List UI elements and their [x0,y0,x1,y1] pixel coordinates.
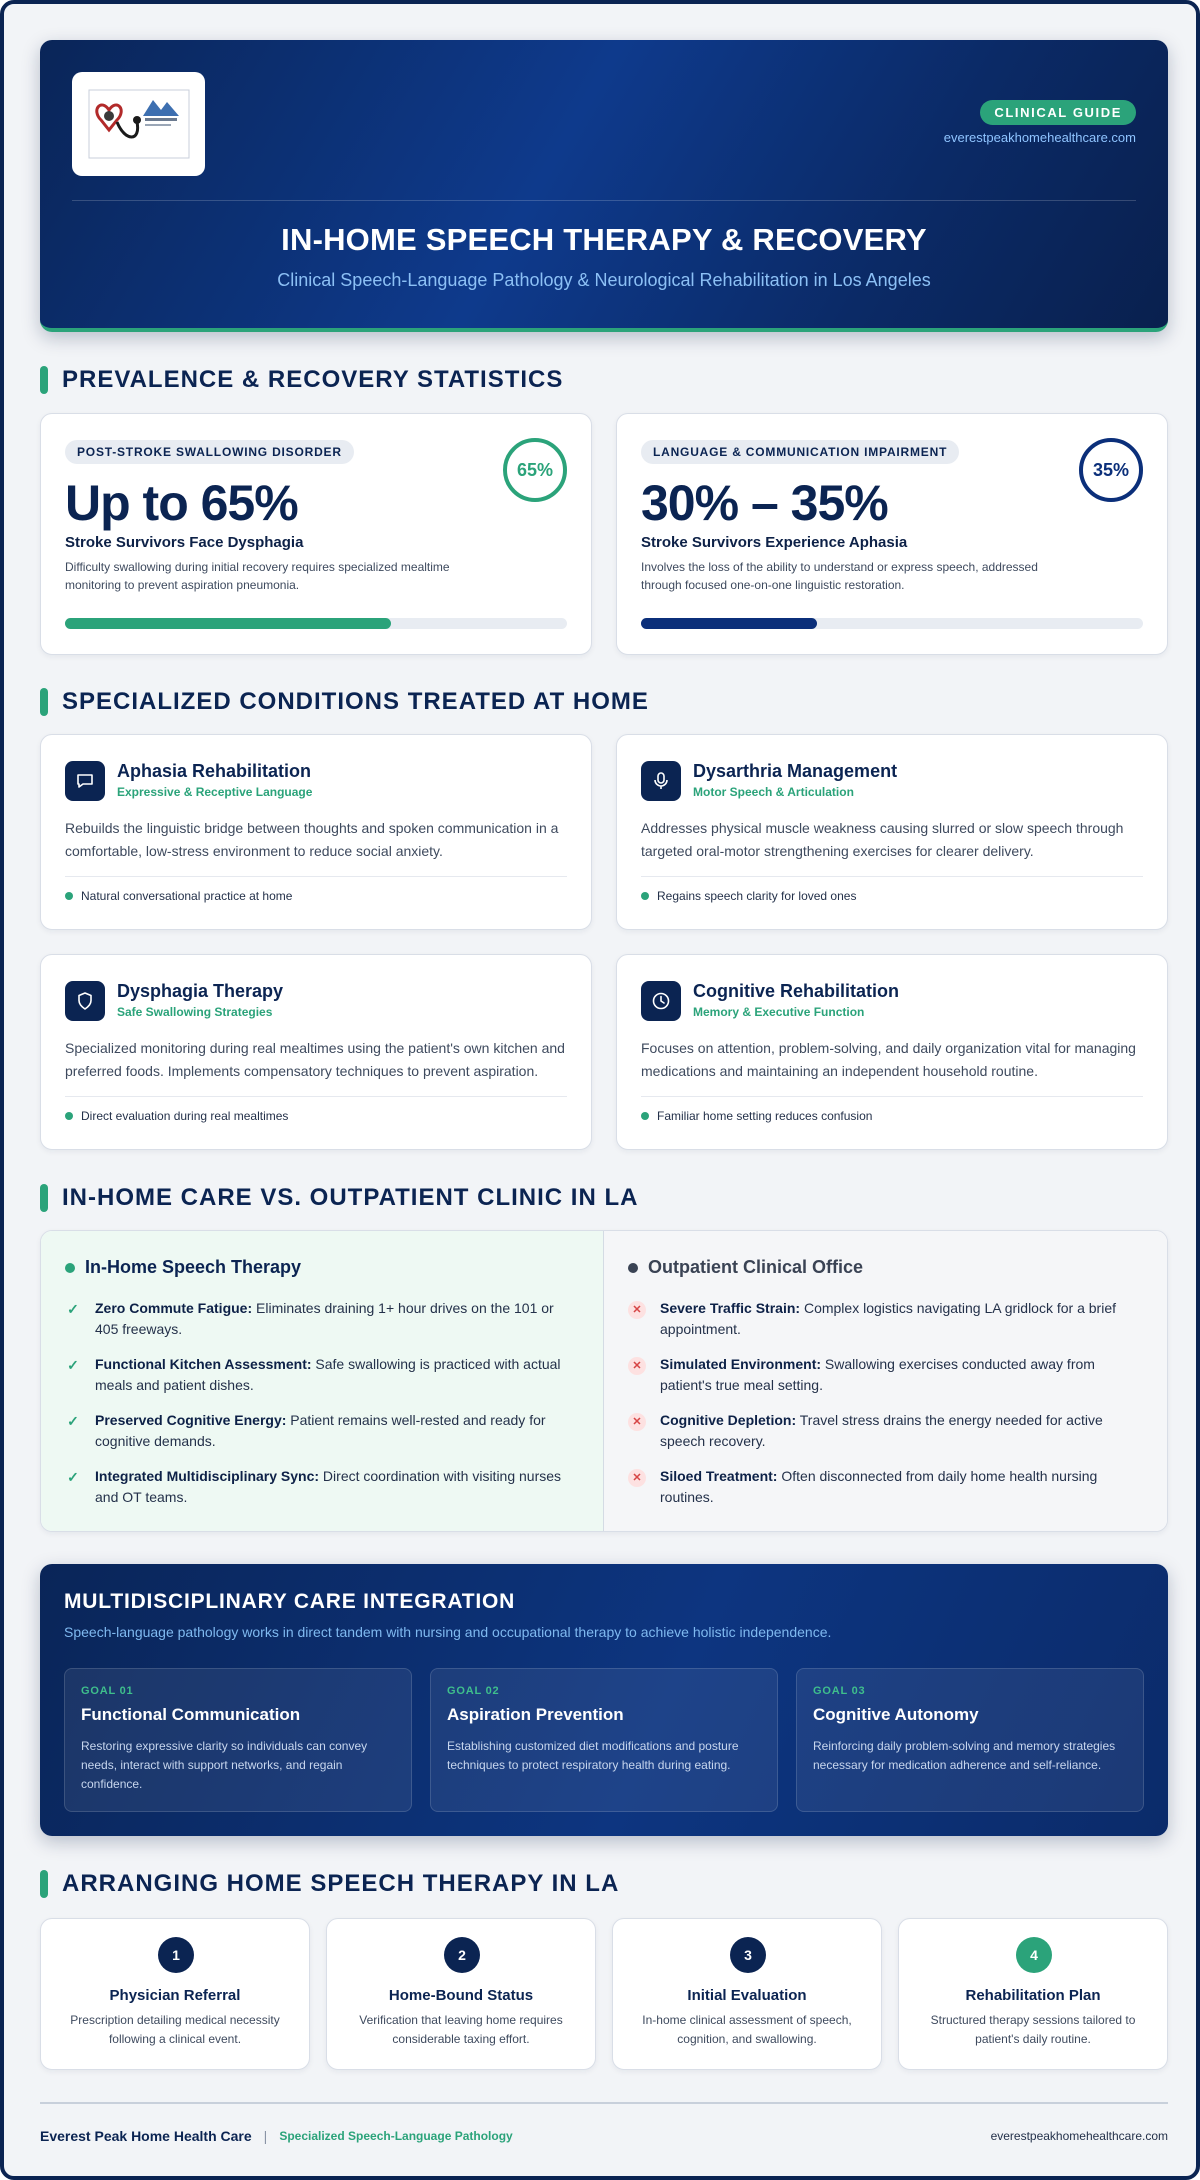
stat-title: Stroke Survivors Face Dysphagia [65,534,304,551]
step-card [612,1918,882,2070]
list-item [628,1466,1143,1508]
page-content [40,40,1168,2144]
list-item [65,1298,579,1340]
list-item [65,1410,579,1452]
column-title: In-Home Speech Therapy [85,1257,302,1277]
card-divider [65,1096,567,1097]
condition-description: Rebuilds the linguistic bridge between thoughts and spoken communication in a comfortable, low-stress environment to reduce social anxiety. [65,820,559,859]
item-text: Patient remains well-rested and ready for cognitive demands. [95,1412,546,1449]
goal-number: GOAL 03 [813,1685,866,1697]
condition-card-aphasia [40,734,592,930]
item-text: Safe swallowing is practiced with actual meals and patient dishes. [95,1356,561,1393]
goal-title: Aspiration Prevention [447,1705,624,1724]
item-label: Integrated Multidisciplinary Sync: [95,1468,320,1484]
footer [40,2128,1168,2144]
item-label: Functional Kitchen Assessment: [95,1356,312,1372]
section-heading-comparison [40,1184,638,1212]
condition-note-text: Familiar home setting reduces confusion [657,1109,873,1123]
goal-title: Cognitive Autonomy [813,1705,979,1724]
header-divider [72,200,1136,201]
section-heading-conditions [40,688,649,716]
step-description: Verification that leaving home requires considerable taxing effort. [359,2013,563,2046]
list-item [628,1298,1143,1340]
x-mark-icon: ✕ [628,1357,646,1375]
step-number: 1 [158,1937,194,1973]
stat-category-pill: LANGUAGE & COMMUNICATION IMPAIRMENT [641,440,959,464]
step-description: In-home clinical assessment of speech, cognition, and swallowing. [642,2013,852,2046]
condition-subtitle: Safe Swallowing Strategies [117,1005,273,1019]
goal-title: Functional Communication [81,1705,301,1724]
page-subtitle: Clinical Speech-Language Pathology & Neurological Rehabilitation in Los Angeles [277,270,931,290]
list-item [628,1410,1143,1452]
integration-banner [40,1564,1168,1836]
section-heading-statistics [40,366,563,394]
step-description: Prescription detailing medical necessity following a clinical event. [70,2013,280,2046]
section-title: ARRANGING HOME SPEECH THERAPY IN LA [62,1870,620,1897]
item-label: Simulated Environment: [660,1356,822,1372]
condition-title: Cognitive Rehabilitation [693,981,900,1001]
section-heading-steps [40,1870,619,1898]
item-label: Severe Traffic Strain: [660,1300,801,1316]
heading-accent-bar [40,1870,48,1898]
checkmark-icon: ✓ [67,1412,79,1429]
footer-website-link[interactable]: everestpeakhomehealthcare.com [990,2129,1168,2143]
step-card [326,1918,596,2070]
page-title: IN-HOME SPEECH THERAPY & RECOVERY [281,222,927,257]
progress-fill [641,618,817,629]
x-mark-icon: ✕ [628,1413,646,1431]
condition-subtitle: Expressive & Receptive Language [117,785,313,799]
stat-figure: 30% – 35% [641,475,888,531]
item-text: Often disconnected from daily home health nursing routines. [660,1468,1098,1505]
stat-category-pill: POST-STROKE SWALLOWING DISORDER [65,440,354,464]
condition-note [65,1109,288,1123]
condition-subtitle: Memory & Executive Function [693,1005,865,1019]
card-divider [641,1096,1143,1097]
status-dot-icon [628,1263,638,1273]
chat-bubble-icon [65,761,105,801]
step-title: Rehabilitation Plan [965,1987,1101,2004]
goal-description: Reinforcing daily problem-solving and memory strategies necessary for medication adherence and self-reliance. [813,1739,1116,1772]
checkmark-icon: ✓ [67,1468,79,1485]
item-text: Complex logistics navigating LA gridlock for a brief appointment. [660,1300,1116,1337]
condition-note-text: Natural conversational practice at home [81,889,293,903]
step-card [898,1918,1168,2070]
item-label: Zero Commute Fatigue: [95,1300,253,1316]
section-title: IN-HOME CARE VS. OUTPATIENT CLINIC IN LA [62,1184,639,1211]
condition-note [65,889,292,903]
column-heading [65,1257,579,1278]
progress-fill [65,618,391,629]
stat-description: Involves the loss of the ability to understand or express speech, addressed through focused one-on-one linguistic restoration. [641,560,1038,592]
item-text: Eliminates draining 1+ hour drives on the 101 or 405 freeways. [95,1300,554,1337]
logo-mark-icon [87,88,191,160]
section-title: PREVALENCE & RECOVERY STATISTICS [62,366,564,393]
column-title: Outpatient Clinical Office [648,1257,864,1277]
clinical-guide-badge: CLINICAL GUIDE [980,100,1136,125]
condition-title: Dysphagia Therapy [117,981,284,1001]
card-divider [65,876,567,877]
goal-description: Restoring expressive clarity so individuals can convey needs, interact with support networks, and regain confidence. [81,1739,368,1791]
stat-card-dysphagia [40,413,592,655]
stat-figure: Up to 65% [65,475,298,531]
stat-card-aphasia [616,413,1168,655]
condition-title: Dysarthria Management [693,761,898,781]
step-number: 2 [444,1937,480,1973]
condition-card-dysphagia [40,954,592,1150]
x-mark-icon: ✕ [628,1469,646,1487]
footer-divider [40,2102,1168,2104]
condition-description: Focuses on attention, problem-solving, and daily organization vital for managing medications and maintaining an independent household routine. [641,1040,1136,1079]
list-item [65,1354,579,1396]
goal-description: Establishing customized diet modifications and posture techniques to protect respiratory health during eating. [447,1739,739,1772]
checkmark-icon: ✓ [67,1356,79,1373]
heading-accent-bar [40,688,48,716]
step-title: Physician Referral [109,1987,241,2004]
status-dot-icon [65,1263,75,1273]
list-item [628,1354,1143,1396]
stat-description: Difficulty swallowing during initial recovery requires specialized mealtime monitoring to prevent aspiration pneumonia. [65,560,450,592]
step-description: Structured therapy sessions tailored to patient's daily routine. [930,2013,1136,2046]
progress-track [641,618,1143,629]
comparison-table [40,1230,1168,1532]
item-label: Siloed Treatment: [660,1468,778,1484]
condition-note [641,1109,872,1123]
bullet-dot-icon [641,892,649,900]
heading-accent-bar [40,366,48,394]
item-label: Cognitive Depletion: [660,1412,797,1428]
section-title: SPECIALIZED CONDITIONS TREATED AT HOME [62,688,649,715]
outpatient-column [604,1231,1167,1531]
item-text: Travel stress drains the energy needed for active speech recovery. [660,1412,1103,1449]
item-label: Preserved Cognitive Energy: [95,1412,287,1428]
hero-header [40,40,1168,332]
condition-description: Specialized monitoring during real mealtimes using the patient's own kitchen and preferred foods. Implements compensatory techniques to prevent aspiration. [65,1040,565,1079]
clock-icon [641,981,681,1021]
heading-accent-bar [40,1184,48,1212]
integration-title: MULTIDISCIPLINARY CARE INTEGRATION [64,1590,516,1613]
item-text: Swallowing exercises conducted away from patient's true meal setting. [660,1356,1095,1393]
bullet-dot-icon [641,1112,649,1120]
footer-separator: | [263,2128,268,2144]
x-mark-icon: ✕ [628,1301,646,1319]
list-item [65,1466,579,1508]
company-logo[interactable] [72,72,205,176]
condition-title: Aphasia Rehabilitation [117,761,312,781]
step-card [40,1918,310,2070]
shield-icon [65,981,105,1021]
percentage-ring: 35% [1079,438,1143,502]
bullet-dot-icon [65,1112,73,1120]
checkmark-icon: ✓ [67,1300,79,1317]
footer-tagline: Specialized Speech-Language Pathology [279,2129,513,2143]
condition-note-text: Regains speech clarity for loved ones [657,889,857,903]
condition-description: Addresses physical muscle weakness causing slurred or slow speech through targeted oral-motor strengthening exercises for clearer delivery. [641,820,1124,859]
condition-card-dysarthria [616,734,1168,930]
card-divider [641,876,1143,877]
header-website-link[interactable]: everestpeakhomehealthcare.com [943,130,1136,145]
goal-number: GOAL 02 [447,1685,500,1697]
stat-title: Stroke Survivors Experience Aphasia [641,534,908,551]
step-number: 4 [1016,1937,1052,1973]
footer-brand: Everest Peak Home Health Care [40,2128,252,2144]
goal-card [796,1668,1144,1812]
integration-subtitle: Speech-language pathology works in direct tandem with nursing and occupational therapy to achieve holistic independence. [64,1624,832,1640]
condition-subtitle: Motor Speech & Articulation [693,785,854,799]
step-number: 3 [730,1937,766,1973]
column-heading [628,1257,1143,1278]
bullet-dot-icon [65,892,73,900]
step-title: Initial Evaluation [687,1987,807,2004]
item-text: Direct coordination with visiting nurses and OT teams. [95,1468,562,1505]
goal-card [64,1668,412,1812]
goal-card [430,1668,778,1812]
step-title: Home-Bound Status [388,1987,534,2004]
goal-number: GOAL 01 [81,1685,134,1697]
condition-card-cognitive [616,954,1168,1150]
condition-note [641,889,856,903]
condition-note-text: Direct evaluation during real mealtimes [81,1109,289,1123]
microphone-icon [641,761,681,801]
percentage-ring: 65% [503,438,567,502]
progress-track [65,618,567,629]
in-home-column [41,1231,604,1531]
